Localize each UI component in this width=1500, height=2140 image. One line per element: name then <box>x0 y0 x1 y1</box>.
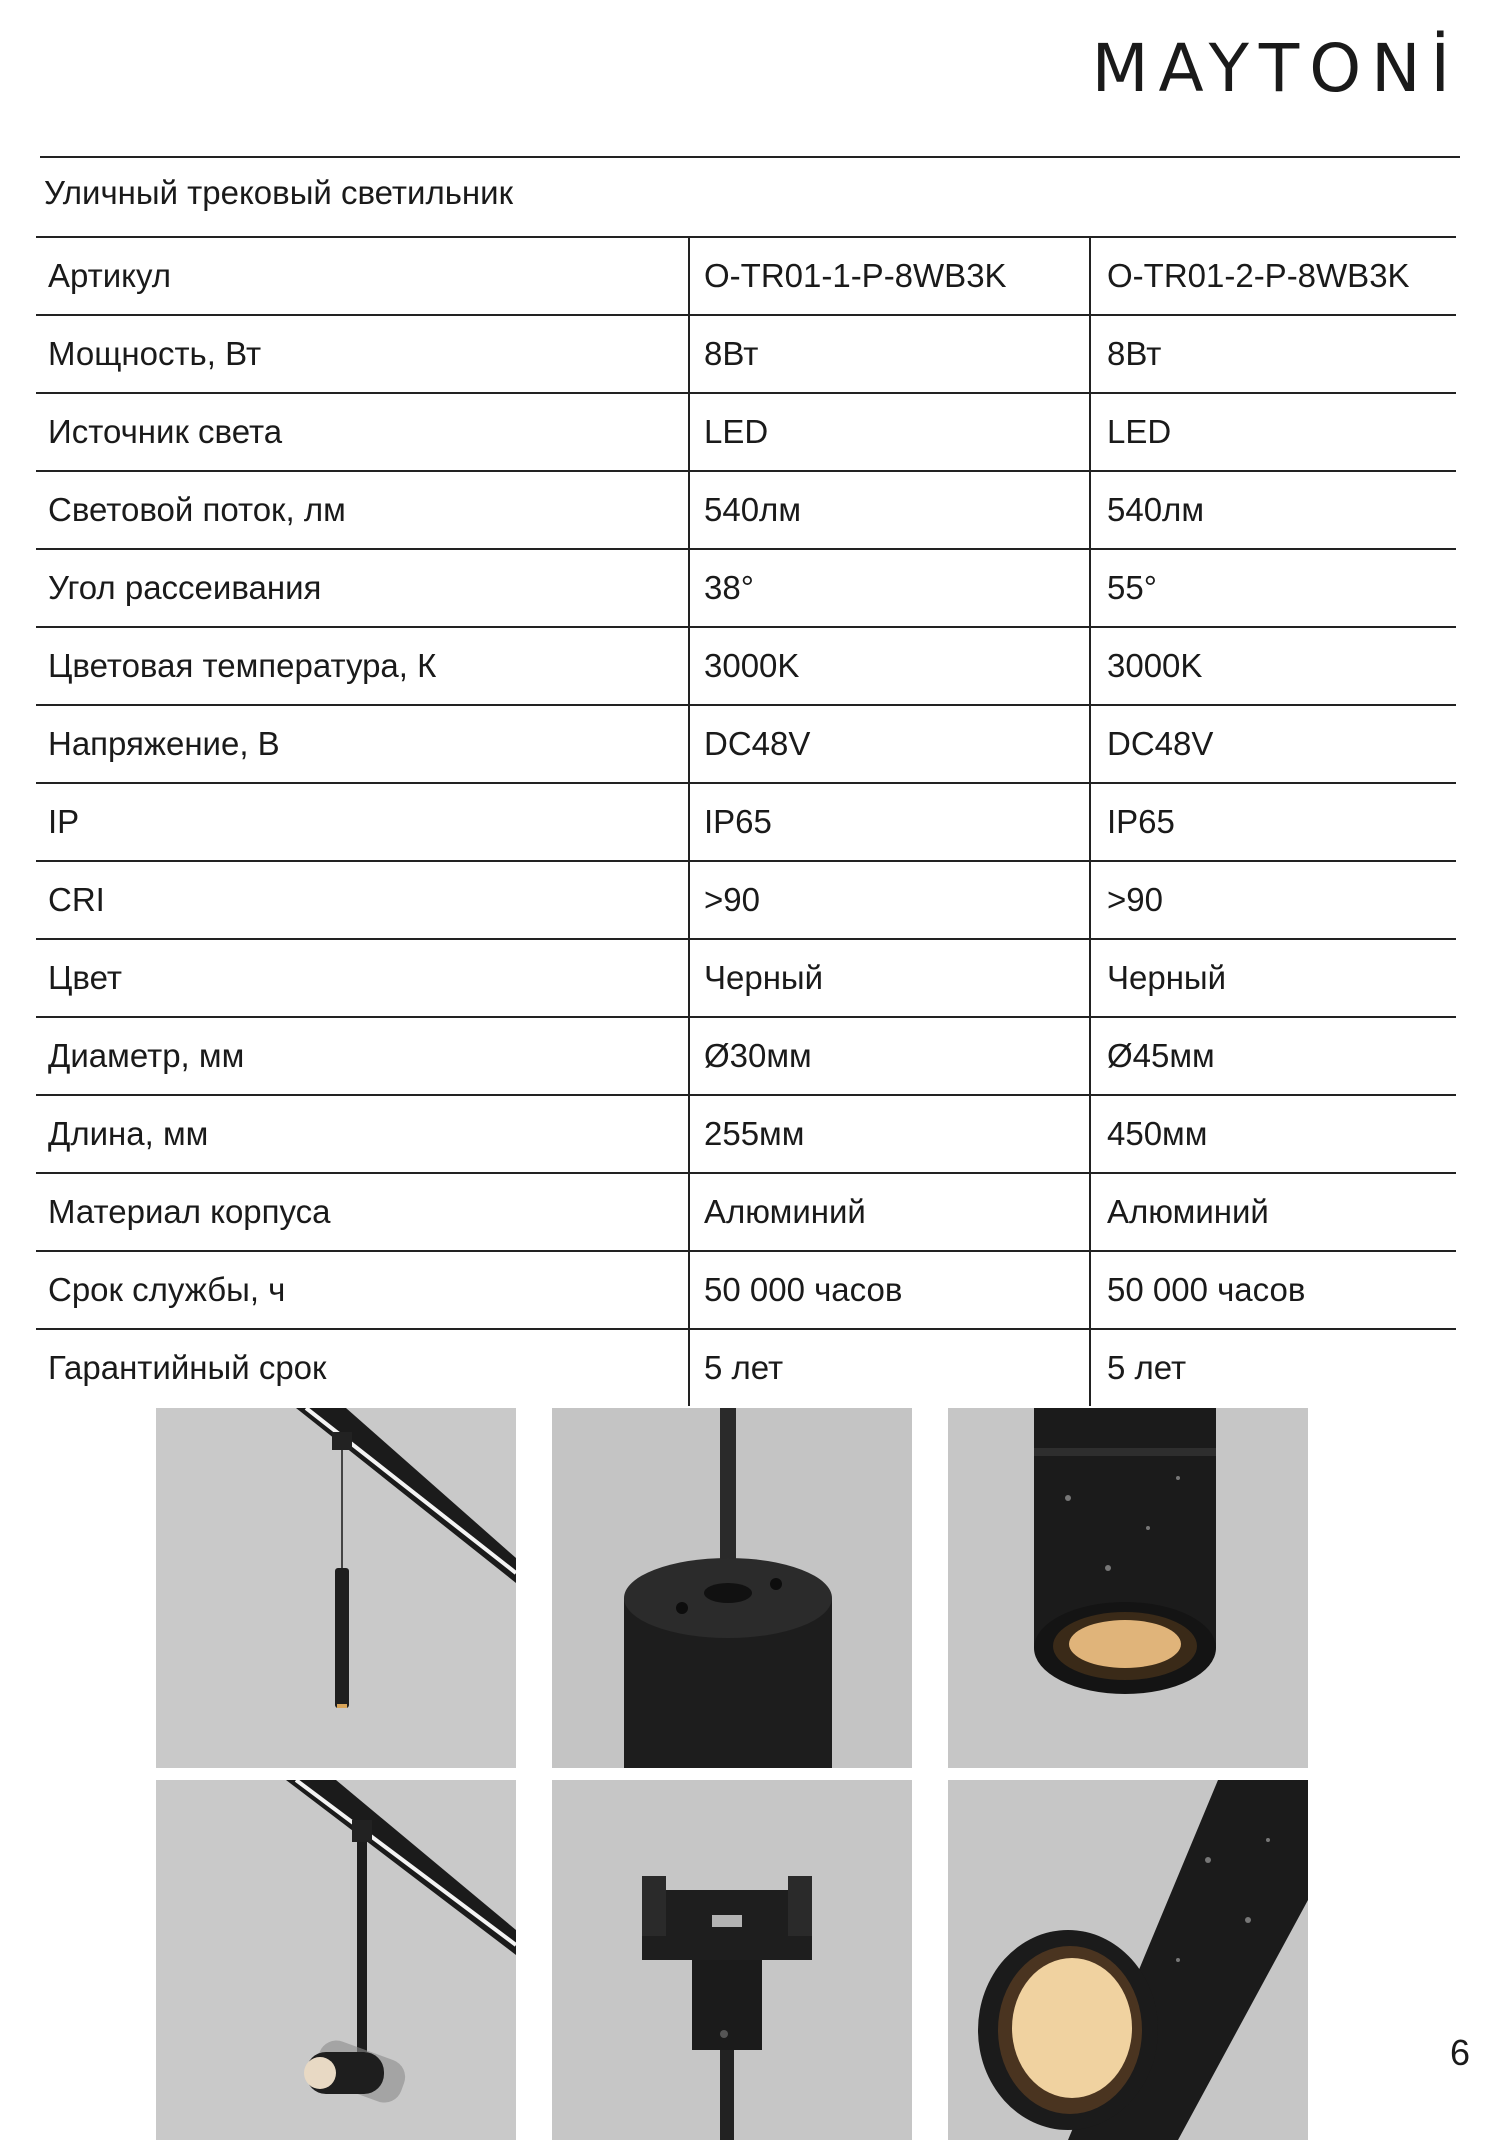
spec-row <box>36 1251 1456 1329</box>
spec-label: Источник света <box>36 393 689 471</box>
spec-row <box>36 705 1456 783</box>
page-number: 6 <box>1449 2032 1470 2073</box>
photo-pendant-on-track <box>156 1408 516 1768</box>
spec-value-model-1: 50 000 часов <box>689 1251 1090 1329</box>
spec-label: Артикул <box>36 237 689 315</box>
spec-row <box>36 861 1456 939</box>
spec-row <box>36 1329 1456 1406</box>
spec-label: Угол рассеивания <box>36 549 689 627</box>
spec-value-model-2: Черный <box>1090 939 1456 1017</box>
photo-top-closeup <box>552 1408 912 1768</box>
spec-value-model-1: 3000K <box>689 627 1090 705</box>
spec-label: Световой поток, лм <box>36 471 689 549</box>
spec-row <box>36 783 1456 861</box>
spec-row <box>36 1095 1456 1173</box>
spec-row <box>36 1173 1456 1251</box>
photo-track-adapter <box>552 1780 912 2140</box>
spec-value-model-1: Алюминий <box>689 1173 1090 1251</box>
spec-value-model-2: 8Вт <box>1090 315 1456 393</box>
spec-label: Гарантийный срок <box>36 1329 689 1406</box>
spec-value-model-2: 540лм <box>1090 471 1456 549</box>
spec-value-model-2: 50 000 часов <box>1090 1251 1456 1329</box>
spec-value-model-2: 450мм <box>1090 1095 1456 1173</box>
spec-label: Цвет <box>36 939 689 1017</box>
spec-value-model-2: O-TR01-2-P-8WB3K <box>1090 237 1456 315</box>
brand-logo: MAYTONİ <box>1091 30 1460 107</box>
spec-value-model-2: 55° <box>1090 549 1456 627</box>
spec-row <box>36 393 1456 471</box>
spec-value-model-1: Ø30мм <box>689 1017 1090 1095</box>
photo-wet-tube-bottom <box>948 1408 1308 1768</box>
spec-label: Цветовая температура, К <box>36 627 689 705</box>
photo-spot-on-track <box>156 1780 516 2140</box>
spec-value-model-1: 5 лет <box>689 1329 1090 1406</box>
spec-label: Напряжение, В <box>36 705 689 783</box>
spec-value-model-2: LED <box>1090 393 1456 471</box>
spec-value-model-1: IP65 <box>689 783 1090 861</box>
spec-value-model-2: DC48V <box>1090 705 1456 783</box>
spec-value-model-2: IP65 <box>1090 783 1456 861</box>
spec-row <box>36 1017 1456 1095</box>
photo-wet-tube-closeup <box>948 1780 1308 2140</box>
spec-value-model-1: LED <box>689 393 1090 471</box>
spec-value-model-2: >90 <box>1090 861 1456 939</box>
spec-value-model-2: Ø45мм <box>1090 1017 1456 1095</box>
spec-row <box>36 627 1456 705</box>
spec-row <box>36 549 1456 627</box>
spec-value-model-1: O-TR01-1-P-8WB3K <box>689 237 1090 315</box>
spec-value-model-1: DC48V <box>689 705 1090 783</box>
spec-label: Мощность, Вт <box>36 315 689 393</box>
spec-label: IP <box>36 783 689 861</box>
spec-value-model-2: 3000K <box>1090 627 1456 705</box>
spec-value-model-1: 540лм <box>689 471 1090 549</box>
spec-value-model-1: 8Вт <box>689 315 1090 393</box>
spec-value-model-1: Черный <box>689 939 1090 1017</box>
header-rule <box>40 156 1460 158</box>
spec-row <box>36 315 1456 393</box>
spec-value-model-1: 38° <box>689 549 1090 627</box>
spec-row <box>36 471 1456 549</box>
spec-table <box>36 236 1456 1406</box>
spec-label: Материал корпуса <box>36 1173 689 1251</box>
spec-value-model-1: >90 <box>689 861 1090 939</box>
spec-label: CRI <box>36 861 689 939</box>
spec-value-model-2: 5 лет <box>1090 1329 1456 1406</box>
spec-label: Срок службы, ч <box>36 1251 689 1329</box>
spec-label: Диаметр, мм <box>36 1017 689 1095</box>
spec-value-model-1: 255мм <box>689 1095 1090 1173</box>
spec-value-model-2: Алюминий <box>1090 1173 1456 1251</box>
page-title: Уличный трековый светильник <box>44 174 514 211</box>
spec-row <box>36 939 1456 1017</box>
spec-row <box>36 237 1456 315</box>
spec-label: Длина, мм <box>36 1095 689 1173</box>
